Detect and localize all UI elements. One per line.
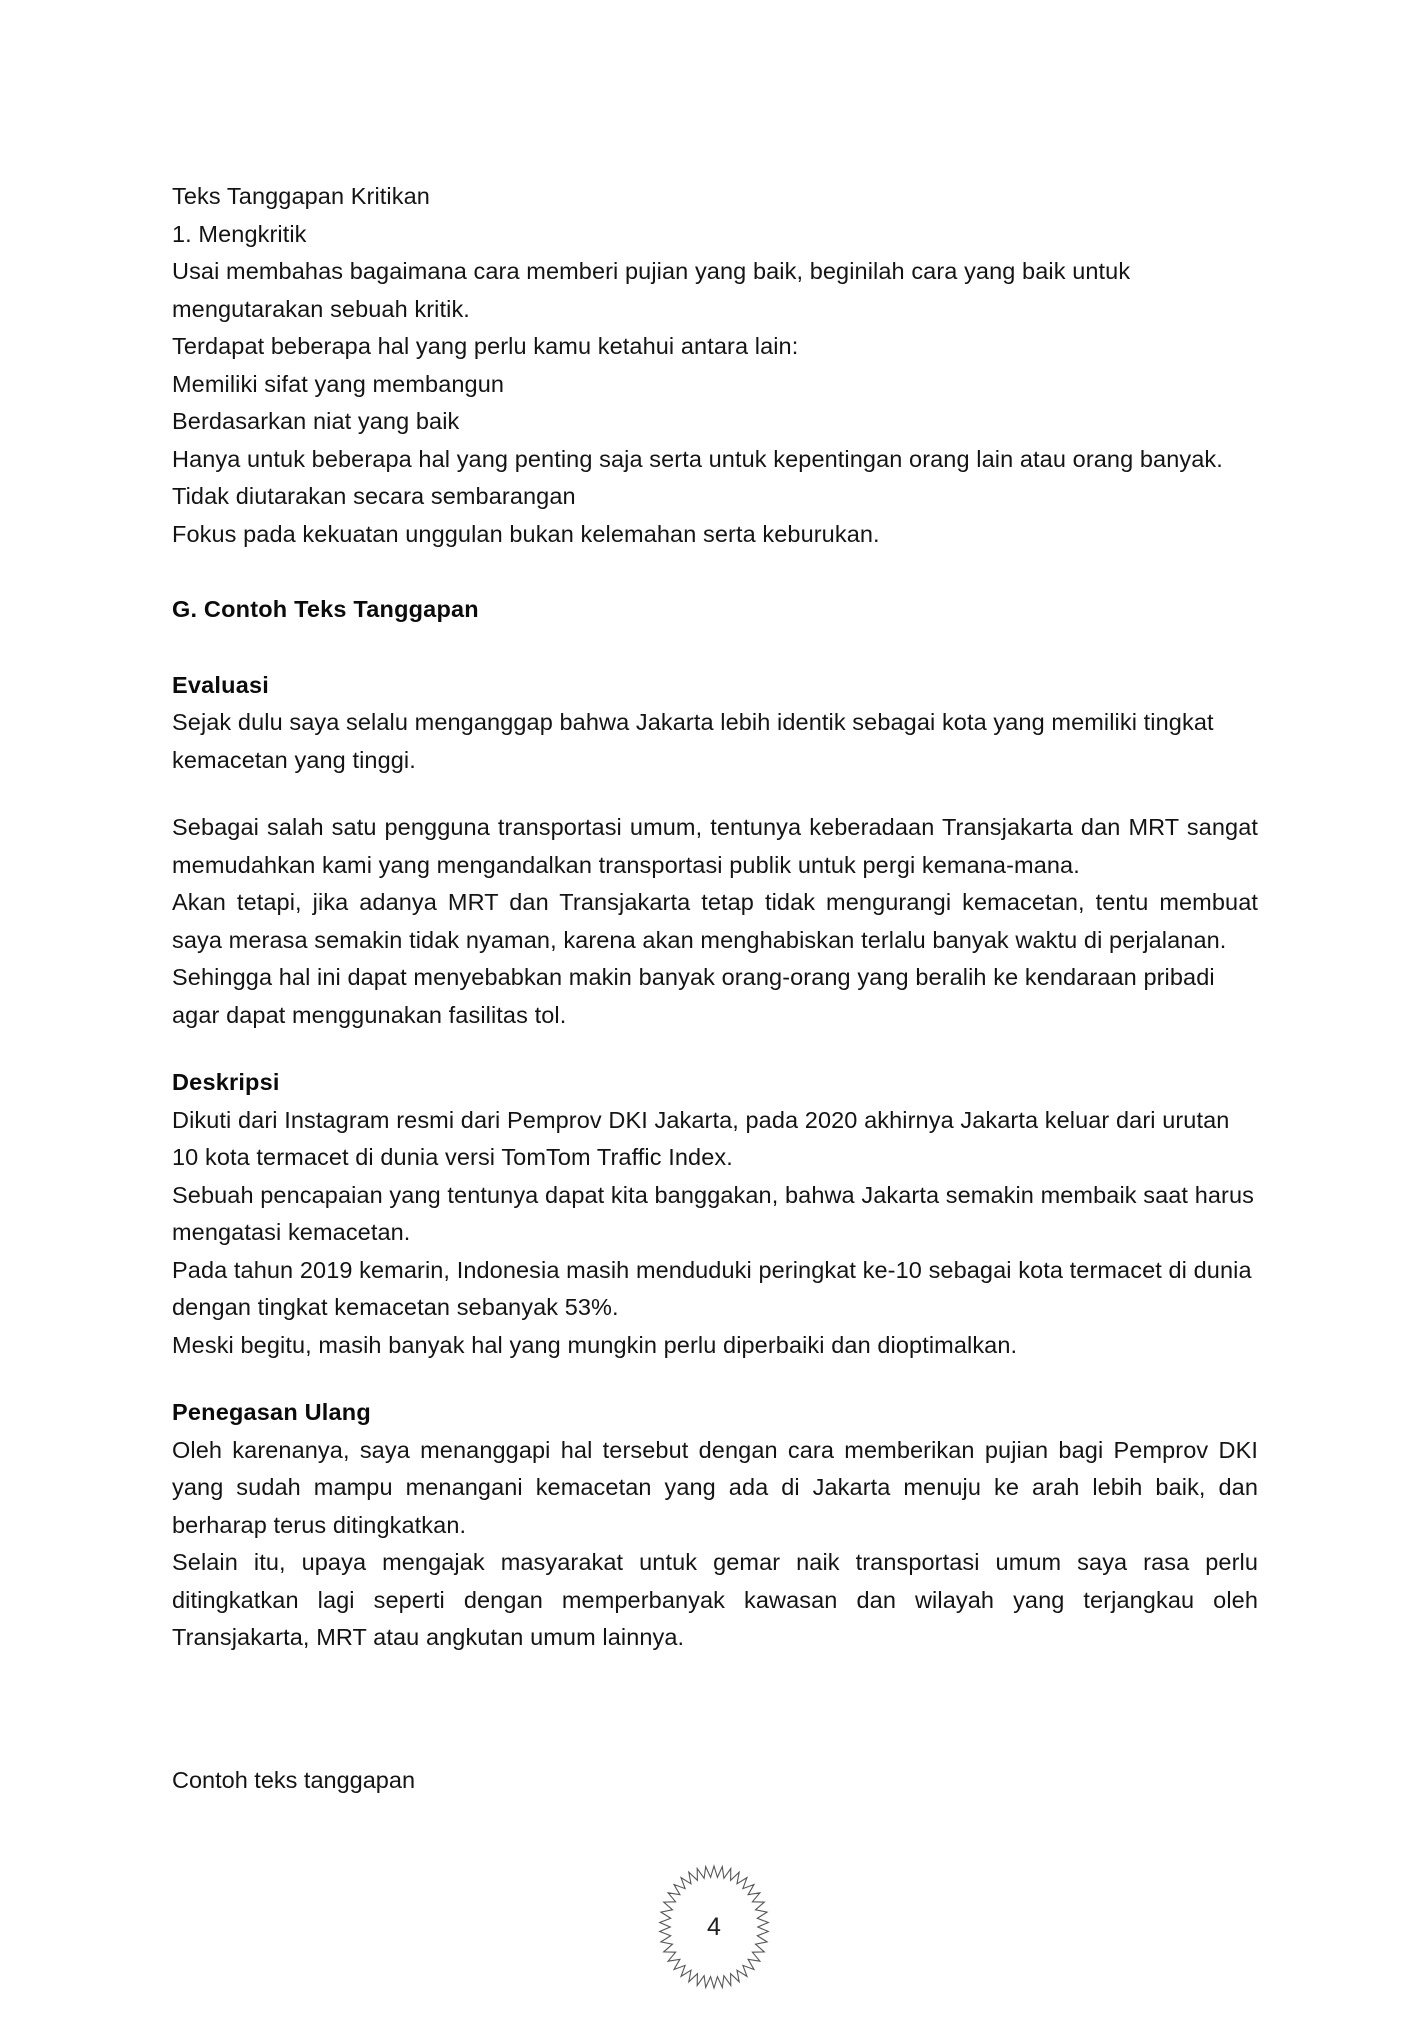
deskripsi-paragraph: Dikuti dari Instagram resmi dari Pemprov DKI Jakarta, pada 2020 akhirnya Jakarta keluar dari urutan 10 kota termacet di dunia versi TomTom Traffic Index. [172,1106,1230,1170]
deskripsi-paragraph: Meski begitu, masih banyak hal yang mungkin perlu diperbaiki dan dioptimalkan. [172,1331,1018,1358]
intro-paragraph: Usai membahas bagaimana cara memberi pujian yang baik, beginilah cara yang baik untuk mengutarakan sebuah kritik. [172,258,1131,322]
penegasan-paragraph: Oleh karenanya, saya menanggapi hal tersebut dengan cara memberikan pujian bagi Pemprov DKI yang sudah mampu menangani kemacetan yang ada di Jakarta menuju ke arah lebih baik, dan berharap terus ditingkatkan. [172,1436,1258,1538]
page-number: 4 [707,1912,721,1941]
spacer [172,629,1258,667]
evaluasi-paragraph: Akan tetapi, jika adanya MRT dan Transjakarta tetap tidak mengurangi kemacetan, tentu membuat saya merasa semakin tidak nyaman, karena akan menghabiskan terlalu banyak waktu di perjalanan. [172,889,1258,953]
evaluasi-paragraph: Sejak dulu saya selalu menganggap bahwa Jakarta lebih identik sebagai kota yang memiliki tingkat kemacetan yang tinggi. [172,709,1214,773]
deskripsi-paragraph: Sebuah pencapaian yang tentunya dapat kita banggakan, bahwa Jakarta semakin membaik saat harus mengatasi kemacetan. [172,1181,1254,1245]
subheading-deskripsi: Deskripsi [172,1069,280,1095]
list-item: Memiliki sifat yang membangun [172,370,505,397]
list-item-number: 1. Mengkritik [172,220,307,247]
subheading-evaluasi: Evaluasi [172,671,269,698]
intro-lead-in: Terdapat beberapa hal yang perlu kamu ketahui antara lain: [172,333,799,359]
spacer [172,1034,1258,1064]
list-item: Berdasarkan niat yang baik [172,408,460,434]
list-item: Hanya untuk beberapa hal yang penting saja serta untuk kepentingan orang lain atau orang banyak. [172,445,1223,472]
caption-block [172,1762,1258,1800]
evaluasi-paragraph: Sebagai salah satu pengguna transportasi umum, tentunya keberadaan Transjakarta dan MRT sangat memudahkan kami yang mengandalkan transportasi publik untuk pergi kemana-mana. [172,814,1258,878]
figure-caption: Contoh teks tanggapan [172,1767,416,1793]
spacer [172,779,1258,809]
evaluasi-paragraph: Sehingga hal ini dapat menyebabkan makin banyak orang-orang yang beralih ke kendaraan pribadi agar dapat menggunakan fasilitas tol. [172,964,1215,1028]
page-number-badge [649,1862,779,1992]
section-heading-g: G. Contoh Teks Tanggapan [172,596,479,622]
deskripsi-paragraph: Pada tahun 2019 kemarin, Indonesia masih menduduki peringkat ke-10 sebagai kota termacet di dunia dengan tingkat kemacetan sebanyak 53%. [172,1256,1252,1320]
penegasan-paragraph: Selain itu, upaya mengajak masyarakat untuk gemar naik transportasi umum saya rasa perlu ditingkatkan lagi seperti dengan memperbanyak kawasan dan wilayah yang terjangkau oleh Transjakarta, MRT atau angkutan umum lainnya. [172,1549,1258,1650]
document-title: Teks Tanggapan Kritikan [172,183,430,209]
spacer [172,1364,1258,1394]
document-body [172,178,1258,1657]
list-item: Fokus pada kekuatan unggulan bukan kelemahan serta keburukan. [172,520,880,547]
subheading-penegasan-ulang: Penegasan Ulang [172,1399,371,1425]
spacer [172,553,1258,591]
list-item: Tidak diutarakan secara sembarangan [172,483,576,509]
